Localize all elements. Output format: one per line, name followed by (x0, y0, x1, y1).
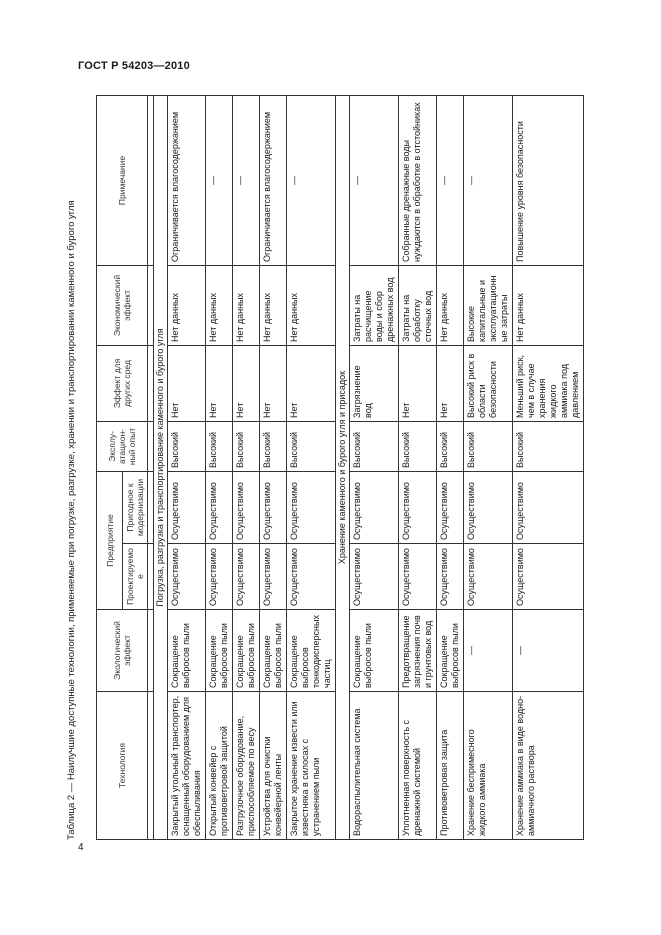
cell-eco-effect: Предотвращение загрязнения почв и грунтовых вод (399, 610, 437, 692)
cell-eco-effect: Сокращение выбросов пыли (437, 610, 464, 692)
cell-technology: Уплотненная поверхность с дренажной системой (399, 692, 437, 840)
cell-note: — (437, 95, 464, 265)
cell-eco-effect: — (513, 610, 584, 692)
cell-operational: Высокий (287, 421, 336, 471)
cell-technology: Разгрузочное оборудование, приспособляемое по весу (233, 692, 260, 840)
cell-operational: Высокий (206, 421, 233, 471)
col-operational: Эксплу-атацион-ный опыт (97, 421, 148, 471)
col-enterprise: Предприятие (97, 471, 123, 609)
cell-note: Повышение уровня безопасности (513, 95, 584, 265)
cell-eco-effect: — (464, 610, 513, 692)
cell-eco-effect: Сокращение выбросов пыли (168, 610, 206, 692)
cell-cross-media: Высокий риск в области безопасности (464, 345, 513, 421)
cell-cross-media: Загрязнение вод (350, 345, 399, 421)
cell-cross-media: Нет (168, 345, 206, 421)
col-designed: Проектируемое (123, 544, 148, 610)
col-modernization: Пригодное к модернизации (123, 471, 148, 543)
cell-economic: Нет данных (287, 265, 336, 345)
cell-designed: Осуществимо (206, 544, 233, 610)
cell-cross-media: Нет (437, 345, 464, 421)
cell-designed: Осуществимо (437, 544, 464, 610)
cell-note: Ограничивается влагосодержанием (168, 95, 206, 265)
cell-cross-media: Нет (206, 345, 233, 421)
section-title-row (154, 95, 168, 839)
cell-cross-media: Меньший риск, чем в случае хранения жидкого аммиака под давлением (513, 345, 584, 421)
cell-designed: Осуществимо (399, 544, 437, 610)
cell-note: — (287, 95, 336, 265)
cell-modernization: Осуществимо (399, 471, 437, 543)
section-title: Хранение каменного и бурого угля и присадок (336, 95, 350, 839)
cell-operational: Высокий (233, 421, 260, 471)
cell-designed: Осуществимо (287, 544, 336, 610)
cell-modernization: Осуществимо (168, 471, 206, 543)
cell-eco-effect: Сокращение выбросов пыли (233, 610, 260, 692)
cell-operational: Высокий (350, 421, 399, 471)
cell-designed: Осуществимо (513, 544, 584, 610)
table-caption: Таблица 2 — Наилучшие доступные технологии, применяемые при погрузке, разгрузке, хранении и транспортировании каменного и бурого угля (66, 200, 77, 840)
cell-note: — (350, 95, 399, 265)
section-title: Погрузка, разгрузка и транспортирование каменного и бурого угля (154, 95, 168, 839)
table-row (399, 95, 437, 839)
cell-economic: Высокие капитальные и эксплуатационные затраты (464, 265, 513, 345)
cell-designed: Осуществимо (464, 544, 513, 610)
cell-technology: Хранение аммиака в виде водно-аммиачного раствора (513, 692, 584, 840)
cell-eco-effect: Сокращение выбросов пыли (206, 610, 233, 692)
cell-eco-effect: Сокращение выбросов пыли (350, 610, 399, 692)
bat-table (96, 95, 584, 840)
cell-operational: Высокий (260, 421, 287, 471)
page-number: 4 (78, 842, 84, 853)
col-eco-effect: Экологический эффект (97, 610, 148, 692)
cell-modernization: Осуществимо (464, 471, 513, 543)
cell-note: — (233, 95, 260, 265)
table-row (350, 95, 399, 839)
cell-operational: Высокий (464, 421, 513, 471)
cell-modernization: Осуществимо (233, 471, 260, 543)
cell-modernization: Осуществимо (287, 471, 336, 543)
cell-cross-media: Нет (399, 345, 437, 421)
cell-technology: Закрытое хранение извести или известняка в силосах с устранением пыли (287, 692, 336, 840)
table-row (464, 95, 513, 839)
col-cross-media: Эффект для других сред (97, 345, 148, 421)
section-title-row (336, 95, 350, 839)
cell-technology: Противоветровая защита (437, 692, 464, 840)
cell-economic: Нет данных (260, 265, 287, 345)
cell-technology: Водораспылительная система (350, 692, 399, 840)
table-row (260, 95, 287, 839)
cell-eco-effect: Сокращение выбросов тонкодисперсных частиц (287, 610, 336, 692)
cell-designed: Осуществимо (260, 544, 287, 610)
table-row (233, 95, 260, 839)
cell-note: Ограничивается влагосодержанием (260, 95, 287, 265)
cell-operational: Высокий (399, 421, 437, 471)
col-note: Примечание (97, 95, 148, 265)
cell-economic: Затраты на обработку сточных вод (399, 265, 437, 345)
cell-note: — (464, 95, 513, 265)
cell-operational: Высокий (513, 421, 584, 471)
cell-economic: Нет данных (233, 265, 260, 345)
cell-operational: Высокий (168, 421, 206, 471)
cell-designed: Осуществимо (350, 544, 399, 610)
table-row (206, 95, 233, 839)
cell-technology: Устройства для очистки конвейерной ленты (260, 692, 287, 840)
cell-technology: Закрытый угольный транспортер, оснащенный оборудованием для обеспыливания (168, 692, 206, 840)
cell-technology: Хранение беспримесного жидкого аммиака (464, 692, 513, 840)
cell-designed: Осуществимо (233, 544, 260, 610)
table-row (287, 95, 336, 839)
header-row-1 (97, 95, 123, 839)
cell-cross-media: Нет (260, 345, 287, 421)
cell-note: — (206, 95, 233, 265)
cell-operational: Высокий (437, 421, 464, 471)
cell-cross-media: Нет (287, 345, 336, 421)
cell-modernization: Осуществимо (260, 471, 287, 543)
cell-eco-effect: Сокращение выбросов пыли (260, 610, 287, 692)
table-row (168, 95, 206, 839)
document-header: ГОСТ Р 54203—2010 (78, 60, 190, 72)
cell-modernization: Осуществимо (513, 471, 584, 543)
cell-economic: Затраты на расчищение воды и сбор дренажных вод (350, 265, 399, 345)
cell-economic: Нет данных (513, 265, 584, 345)
cell-economic: Нет данных (168, 265, 206, 345)
rotated-table-block (64, 96, 580, 840)
col-economic: Экономический эффект (97, 265, 148, 345)
cell-cross-media: Нет (233, 345, 260, 421)
table-row (437, 95, 464, 839)
cell-economic: Нет данных (437, 265, 464, 345)
cell-economic: Нет данных (206, 265, 233, 345)
cell-modernization: Осуществимо (350, 471, 399, 543)
cell-technology: Открытый конвейер с противоветровой защитой (206, 692, 233, 840)
table-row (513, 95, 584, 839)
cell-modernization: Осуществимо (437, 471, 464, 543)
cell-designed: Осуществимо (168, 544, 206, 610)
col-technology: Технология (97, 692, 148, 840)
cell-modernization: Осуществимо (206, 471, 233, 543)
cell-note: Собранные дренажные воды нуждаются в обработке в отстойниках (399, 95, 437, 265)
